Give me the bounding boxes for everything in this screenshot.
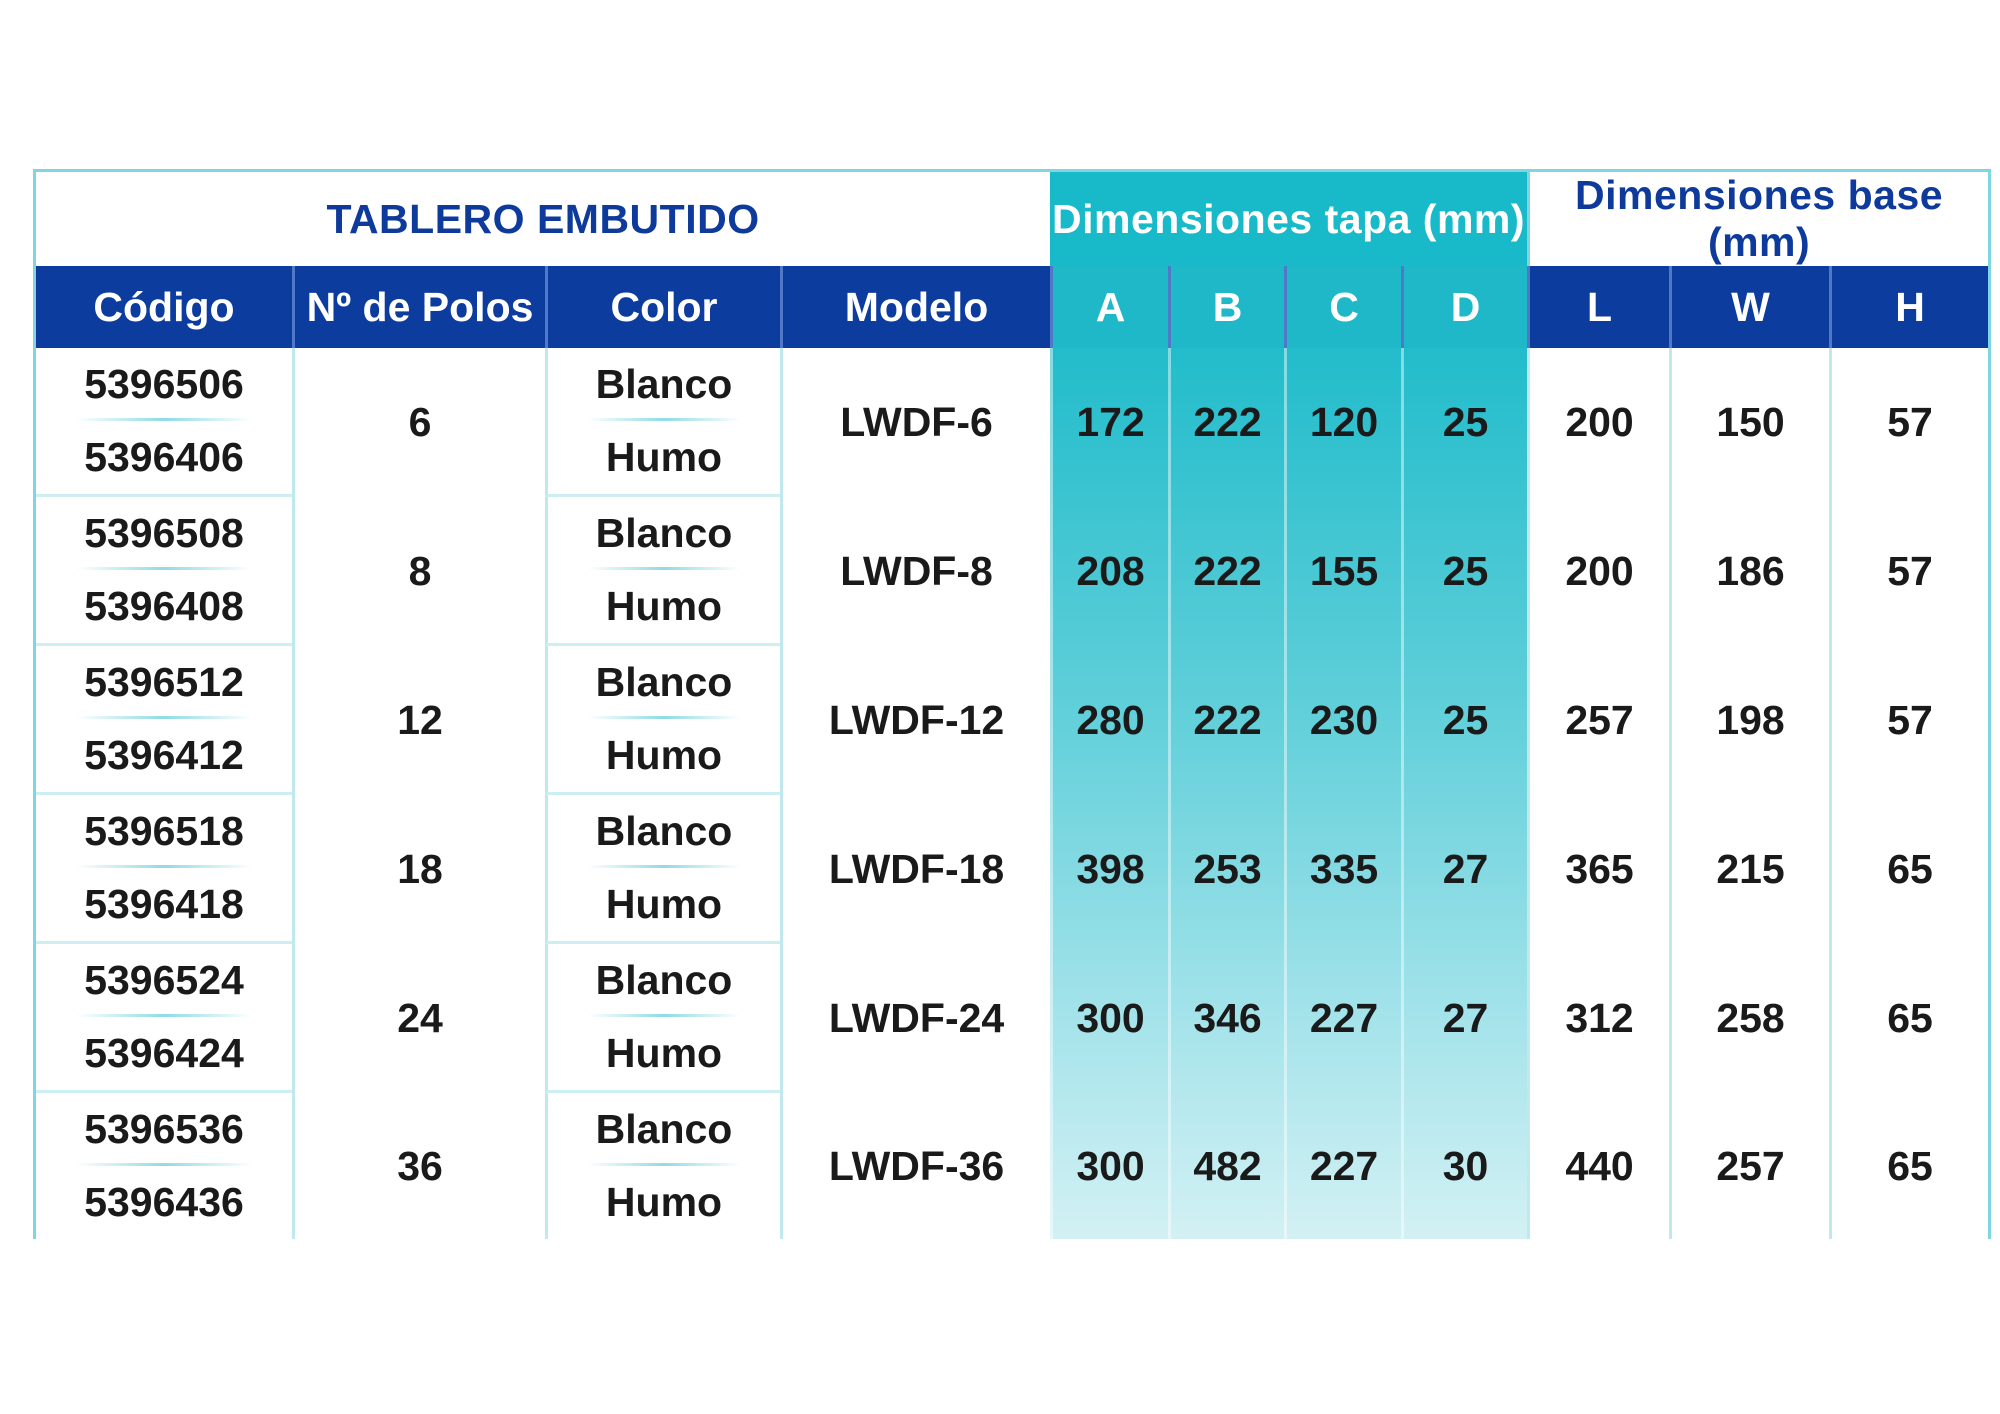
cell-codigo — [36, 719, 292, 795]
cell-codigo — [36, 944, 292, 1017]
cell-d-label: 25 — [1442, 697, 1489, 743]
cell-w-label: 186 — [1716, 548, 1785, 594]
cell-color — [545, 1166, 780, 1239]
cell-modelo — [780, 1093, 1050, 1239]
cell-a — [1050, 497, 1168, 646]
cell-codigo — [36, 570, 292, 646]
cell-c-label: 230 — [1309, 697, 1379, 743]
group-header-dimensiones-base: Dimensiones base (mm) — [1527, 172, 1988, 266]
cell-codigo — [36, 421, 292, 497]
cell-l — [1527, 944, 1669, 1093]
cell-a-label: 280 — [1076, 697, 1145, 743]
cell-modelo-label: LWDF-6 — [840, 399, 993, 445]
cell-polos — [292, 348, 545, 497]
cell-color — [545, 421, 780, 497]
cell-codigo — [36, 348, 292, 421]
cell-color-label: Humo — [605, 881, 723, 927]
cell-w — [1669, 497, 1829, 646]
cell-c — [1284, 795, 1401, 944]
cell-codigo — [36, 497, 292, 570]
cell-a — [1050, 795, 1168, 944]
cell-d-label: 25 — [1442, 548, 1489, 594]
cell-modelo — [780, 348, 1050, 497]
cell-b-label: 482 — [1193, 1142, 1262, 1189]
cell-polos-label: 12 — [397, 697, 443, 743]
cell-d — [1401, 1093, 1527, 1239]
cell-b-label: 222 — [1193, 697, 1262, 743]
cell-c-label: 155 — [1309, 548, 1379, 594]
cell-codigo-label: 5396518 — [84, 808, 244, 854]
cell-c-label: 227 — [1309, 1142, 1379, 1189]
product-spec-table — [33, 169, 1991, 1239]
cell-b-label: 346 — [1193, 995, 1262, 1041]
cell-b — [1168, 944, 1284, 1093]
cell-c — [1284, 646, 1401, 795]
cell-codigo-label: 5396436 — [84, 1179, 244, 1225]
cell-h — [1829, 497, 1988, 646]
cell-d — [1401, 497, 1527, 646]
cell-polos — [292, 497, 545, 646]
cell-l — [1527, 795, 1669, 944]
cell-a-label: 172 — [1076, 399, 1145, 445]
cell-b — [1168, 1093, 1284, 1239]
table-row — [36, 646, 1988, 719]
cell-a — [1050, 646, 1168, 795]
cell-codigo-label: 5396524 — [84, 957, 244, 1003]
cell-codigo-label: 5396512 — [84, 659, 244, 705]
col-header-h: H — [1829, 266, 1988, 348]
cell-c — [1284, 944, 1401, 1093]
cell-l — [1527, 348, 1669, 497]
col-header-w: W — [1669, 266, 1829, 348]
cell-codigo-label: 5396536 — [84, 1106, 244, 1152]
cell-w-label: 198 — [1716, 697, 1785, 743]
cell-modelo-label: LWDF-24 — [828, 995, 1005, 1041]
cell-a-label: 398 — [1076, 846, 1145, 892]
cell-modelo-label: LWDF-12 — [828, 697, 1005, 743]
cell-color — [545, 795, 780, 868]
cell-codigo-label: 5396508 — [84, 510, 244, 556]
cell-h — [1829, 795, 1988, 944]
cell-b-label: 253 — [1193, 846, 1262, 892]
cell-a-label: 208 — [1076, 548, 1145, 594]
cell-w-label: 150 — [1716, 399, 1785, 445]
cell-c-label: 227 — [1309, 995, 1379, 1041]
cell-codigo-label: 5396506 — [84, 361, 244, 407]
cell-modelo — [780, 795, 1050, 944]
cell-b-label: 222 — [1193, 399, 1262, 445]
col-header-c: C — [1284, 266, 1401, 348]
group-header-dimensiones-tapa: Dimensiones tapa (mm) — [1050, 172, 1527, 266]
table-body — [36, 348, 1988, 1239]
cell-polos — [292, 646, 545, 795]
cell-l — [1527, 646, 1669, 795]
cell-d-label: 30 — [1442, 1142, 1489, 1189]
cell-codigo — [36, 795, 292, 868]
cell-b — [1168, 646, 1284, 795]
cell-d-label: 27 — [1442, 995, 1489, 1041]
cell-codigo-label: 5396418 — [84, 881, 244, 927]
cell-h-label: 65 — [1887, 846, 1933, 892]
cell-w-label: 257 — [1716, 1142, 1785, 1189]
cell-w — [1669, 795, 1829, 944]
cell-codigo — [36, 646, 292, 719]
cell-color-label: Humo — [605, 583, 723, 629]
cell-a — [1050, 1093, 1168, 1239]
cell-color — [545, 1093, 780, 1166]
cell-modelo-label: LWDF-36 — [828, 1142, 1005, 1189]
cell-h-label: 65 — [1887, 995, 1933, 1041]
cell-polos — [292, 1093, 545, 1239]
cell-color-label: Blanco — [595, 510, 733, 556]
cell-d — [1401, 348, 1527, 497]
col-header-color: Color — [545, 266, 780, 348]
cell-w — [1669, 1093, 1829, 1239]
cell-h-label: 57 — [1887, 697, 1933, 743]
cell-w — [1669, 646, 1829, 795]
cell-color — [545, 646, 780, 719]
cell-c — [1284, 497, 1401, 646]
cell-l-label: 200 — [1565, 399, 1634, 445]
cell-b — [1168, 348, 1284, 497]
cell-color — [545, 348, 780, 421]
cell-color — [545, 944, 780, 1017]
cell-w — [1669, 944, 1829, 1093]
cell-modelo-label: LWDF-8 — [840, 548, 993, 594]
cell-color-label: Humo — [605, 1030, 723, 1076]
table-row — [36, 944, 1988, 1017]
cell-h — [1829, 646, 1988, 795]
cell-color — [545, 570, 780, 646]
table-row — [36, 497, 1988, 570]
cell-codigo — [36, 1166, 292, 1239]
cell-codigo-label: 5396408 — [84, 583, 244, 629]
group-header-tablero-embutido: TABLERO EMBUTIDO — [36, 172, 1050, 266]
cell-d-label: 27 — [1442, 846, 1489, 892]
cell-c — [1284, 1093, 1401, 1239]
cell-color — [545, 497, 780, 570]
cell-w-label: 258 — [1716, 995, 1785, 1041]
cell-d — [1401, 646, 1527, 795]
cell-modelo — [780, 646, 1050, 795]
cell-d — [1401, 795, 1527, 944]
cell-polos-label: 24 — [397, 995, 443, 1041]
table-row — [36, 1093, 1988, 1166]
cell-codigo-label: 5396424 — [84, 1030, 244, 1076]
cell-color-label: Blanco — [595, 361, 733, 407]
cell-color-label: Blanco — [595, 957, 733, 1003]
cell-color — [545, 868, 780, 944]
cell-a-label: 300 — [1076, 1142, 1145, 1189]
cell-l-label: 365 — [1565, 846, 1634, 892]
cell-l — [1527, 1093, 1669, 1239]
cell-b-label: 222 — [1193, 548, 1262, 594]
cell-d-label: 25 — [1442, 399, 1489, 445]
cell-polos-label: 36 — [397, 1142, 443, 1189]
cell-color-label: Blanco — [595, 808, 733, 854]
cell-a — [1050, 348, 1168, 497]
cell-b — [1168, 497, 1284, 646]
cell-l-label: 200 — [1565, 548, 1634, 594]
cell-codigo-label: 5396406 — [84, 434, 244, 480]
cell-w — [1669, 348, 1829, 497]
cell-c-label: 120 — [1309, 399, 1379, 445]
cell-l-label: 312 — [1565, 995, 1634, 1041]
col-header-b: B — [1168, 266, 1284, 348]
cell-color-label: Blanco — [595, 659, 733, 705]
cell-h — [1829, 348, 1988, 497]
cell-codigo — [36, 868, 292, 944]
cell-modelo-label: LWDF-18 — [828, 846, 1005, 892]
cell-c-label: 335 — [1309, 846, 1379, 892]
cell-color-label: Humo — [605, 434, 723, 480]
cell-c — [1284, 348, 1401, 497]
cell-color — [545, 1017, 780, 1093]
cell-polos-label: 6 — [408, 399, 432, 445]
cell-h-label: 57 — [1887, 548, 1933, 594]
cell-color-label: Humo — [605, 732, 723, 778]
cell-codigo — [36, 1017, 292, 1093]
col-header-codigo: Código — [36, 266, 292, 348]
cell-h-label: 65 — [1887, 1142, 1933, 1189]
cell-modelo — [780, 497, 1050, 646]
col-header-a: A — [1050, 266, 1168, 348]
cell-codigo — [36, 1093, 292, 1166]
cell-polos-label: 18 — [397, 846, 443, 892]
col-header-d: D — [1401, 266, 1527, 348]
cell-h-label: 57 — [1887, 399, 1933, 445]
cell-polos-label: 8 — [408, 548, 432, 594]
cell-l — [1527, 497, 1669, 646]
cell-h — [1829, 1093, 1988, 1239]
cell-h — [1829, 944, 1988, 1093]
cell-color-label: Humo — [605, 1179, 723, 1225]
table-row — [36, 348, 1988, 421]
cell-w-label: 215 — [1716, 846, 1785, 892]
col-header-polos: Nº de Polos — [292, 266, 545, 348]
cell-a — [1050, 944, 1168, 1093]
cell-codigo-label: 5396412 — [84, 732, 244, 778]
cell-b — [1168, 795, 1284, 944]
col-header-modelo: Modelo — [780, 266, 1050, 348]
col-header-l: L — [1527, 266, 1669, 348]
cell-polos — [292, 944, 545, 1093]
table-row — [36, 795, 1988, 868]
cell-a-label: 300 — [1076, 995, 1145, 1041]
cell-polos — [292, 795, 545, 944]
cell-l-label: 440 — [1565, 1142, 1634, 1189]
cell-color — [545, 719, 780, 795]
cell-l-label: 257 — [1565, 697, 1634, 743]
cell-d — [1401, 944, 1527, 1093]
cell-modelo — [780, 944, 1050, 1093]
cell-color-label: Blanco — [595, 1106, 733, 1152]
